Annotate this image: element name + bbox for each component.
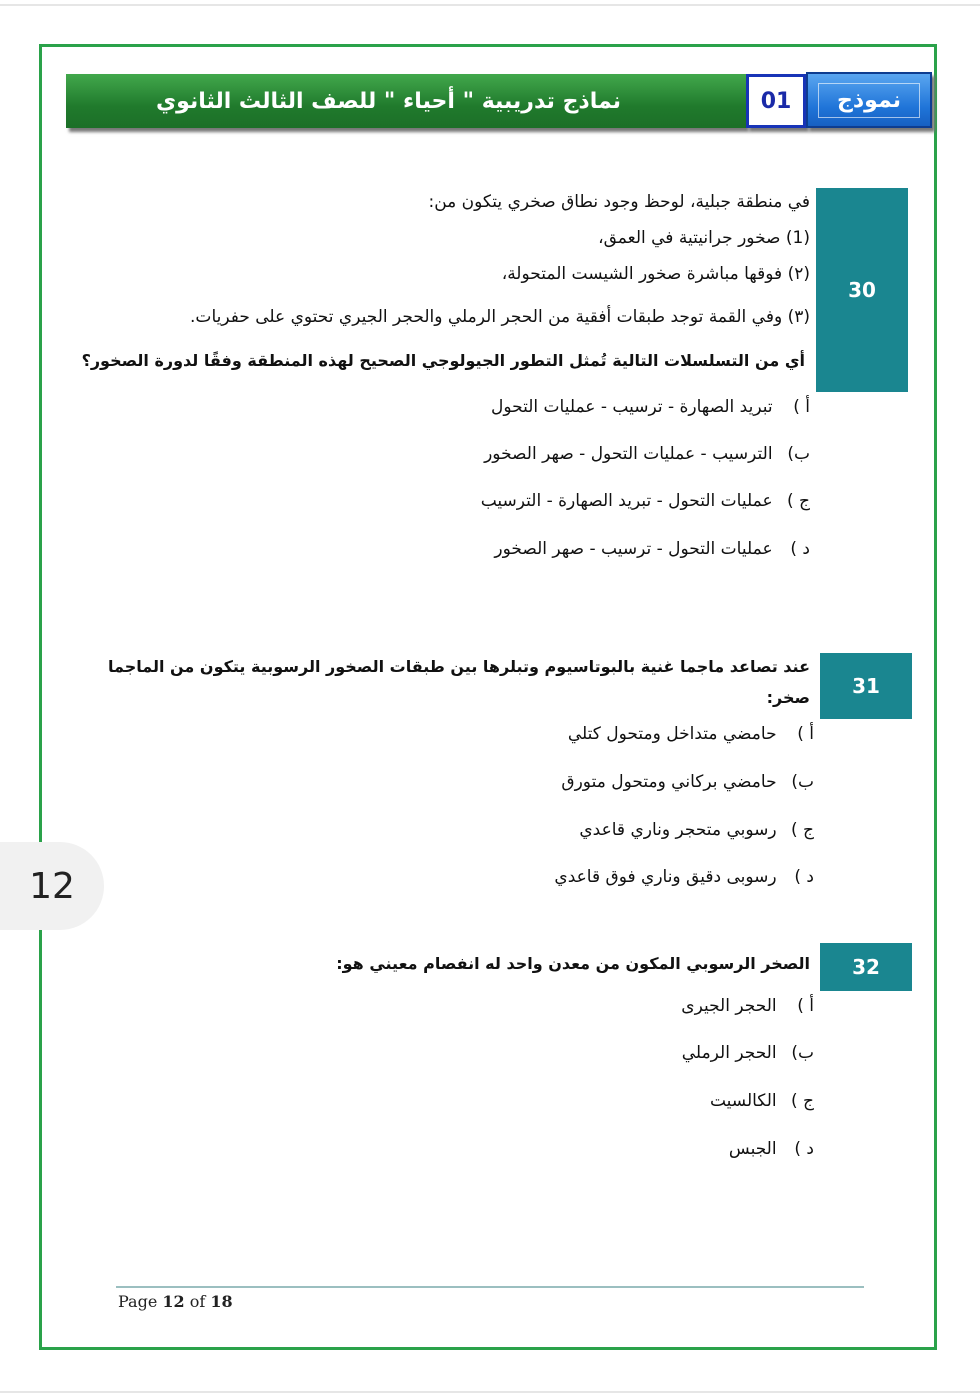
q30-option-d[interactable]	[494, 539, 810, 559]
option-text: تبريد الصهارة - ترسيب - عمليات التحول	[490, 397, 773, 417]
option-letter: ج )	[786, 491, 810, 511]
question-number-32: 32	[820, 943, 912, 991]
bottom-border-line	[0, 1391, 980, 1393]
header-title-bar	[66, 74, 746, 128]
option-letter: ب)	[791, 772, 814, 792]
q30-option-b[interactable]	[484, 444, 810, 464]
option-text: رسوبي متحجر وناري قاعدي	[579, 820, 777, 840]
option-letter: د )	[790, 539, 810, 559]
q32-option-a[interactable]	[681, 996, 814, 1016]
q32-option-d[interactable]	[729, 1139, 814, 1159]
q31-option-d[interactable]	[554, 867, 814, 887]
option-letter: ج )	[790, 820, 814, 840]
q31-question-line-2: صخر:	[766, 688, 810, 707]
question-number-31: 31	[820, 653, 912, 719]
option-text: الجبس	[728, 1139, 777, 1159]
q31-question-line-1: عند تصاعد ماجما غنية بالبوتاسيوم وتبلرها بين طبقات الصخور الرسوبية يتكون من الماجما	[107, 657, 810, 676]
q31-option-b[interactable]	[561, 772, 814, 792]
q31-option-c[interactable]	[579, 820, 814, 840]
footer-total-pages: 18	[210, 1292, 233, 1311]
header-model-label-text: نموذج	[818, 83, 920, 118]
option-text: حامضي بركاني ومتحول متورق	[561, 772, 777, 792]
q32-option-b[interactable]	[682, 1043, 814, 1063]
option-letter: أ )	[797, 724, 814, 744]
footer-divider	[116, 1286, 864, 1288]
q30-stem-line-3: (٢) فوقها مباشرة صخور الشيست المتحولة،	[501, 264, 810, 284]
q32-question: الصخر الرسوبي المكون من معدن واحد له انفصام معيني هو:	[336, 954, 810, 973]
option-text: الحجر الجيرى	[681, 996, 777, 1016]
footer-page-word: Page	[118, 1292, 158, 1311]
header-title: نماذج تدريبية " أحياء " للصف الثالث الثانوي	[155, 88, 621, 114]
footer-current-page: 12	[162, 1292, 185, 1311]
header-model-label	[806, 72, 932, 128]
option-text: الترسيب - عمليات التحول - صهر الصخور	[484, 444, 773, 464]
page-number-tab[interactable]: 12	[0, 842, 104, 930]
footer-page-indicator	[118, 1292, 233, 1311]
q30-stem-line-1: في منطقة جبلية، لوحظ وجود نطاق صخري يتكون من:	[428, 192, 810, 212]
q30-stem-line-4: (٣) وفي القمة توجد طبقات أفقية من الحجر الرملي والحجر الجيري تحتوي على حفريات.	[190, 307, 810, 327]
q30-stem-line-2: (1) صخور جرانيتية في العمق،	[598, 228, 810, 248]
option-letter: ب)	[791, 1043, 814, 1063]
option-letter: ب)	[787, 444, 810, 464]
top-border-line	[0, 4, 980, 6]
q30-option-c[interactable]	[481, 491, 810, 511]
option-text: عمليات التحول - ترسيب - صهر الصخور	[494, 539, 773, 559]
q32-option-c[interactable]	[710, 1091, 814, 1111]
option-text: عمليات التحول - تبريد الصهارة - الترسيب	[480, 491, 773, 511]
option-text: الحجر الرملي	[681, 1043, 777, 1063]
option-letter: أ )	[797, 996, 814, 1016]
option-text: الكالسيت	[709, 1091, 777, 1111]
option-letter: د )	[794, 867, 814, 887]
q30-question: أي من التسلسلات التالية تُمثل التطور الجيولوجي الصحيح لهذه المنطقة وفقًا لدورة الصخور؟	[81, 351, 805, 370]
option-text: حامضي متداخل ومتحول كتلي	[567, 724, 777, 744]
option-letter: أ )	[793, 397, 810, 417]
footer-of-word: of	[189, 1292, 206, 1311]
question-number-30: 30	[816, 188, 908, 392]
q30-option-a[interactable]	[491, 397, 810, 417]
option-letter: د )	[794, 1139, 814, 1159]
option-text: رسوبى دقيق وناري فوق قاعدي	[554, 867, 777, 887]
q31-option-a[interactable]	[568, 724, 814, 744]
header-model-number: 01	[746, 74, 806, 128]
option-letter: ج )	[790, 1091, 814, 1111]
